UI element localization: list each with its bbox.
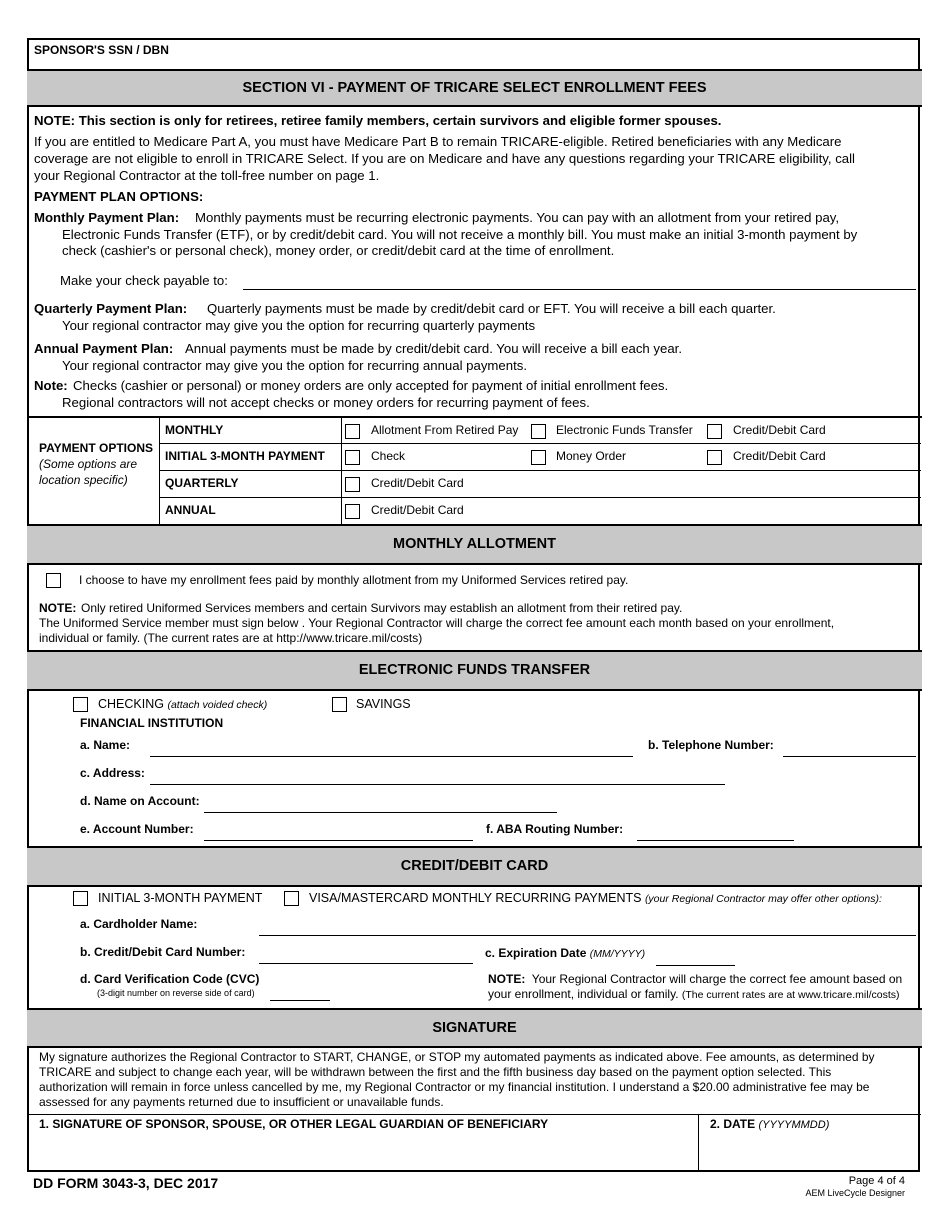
quarterly-card-option: Credit/Debit Card (371, 476, 464, 490)
card-initial-checkbox[interactable] (73, 891, 88, 906)
monthly-plan-label: Monthly Payment Plan: (34, 210, 180, 225)
cvc-input[interactable] (270, 1000, 330, 1001)
signature-text-1: My signature authorizes the Regional Contractor to START, CHANGE, or STOP my automated payments as indicated above. Fee amounts, as determined by (39, 1050, 875, 1064)
monthly-plan-text-2: Electronic Funds Transfer (ETF), or by credit/debit card. You will not receive a monthly bill. You must make an initial 3-month payment by (62, 227, 858, 242)
designer-label: AEM LiveCycle Designer (805, 1188, 905, 1198)
card-note-text-2: your enrollment, individual or family. (488, 987, 679, 1001)
annual-card-option: Credit/Debit Card (371, 503, 464, 517)
initial-card-checkbox[interactable] (707, 450, 722, 465)
eft-aba-label: f. ABA Routing Number: (486, 822, 624, 836)
medicare-text-2: coverage are not eligible to enroll in TRICARE Select. If you are on Medicare and have any questions regarding your TRICARE eligibility, call (34, 151, 855, 166)
signature-date-divider (698, 1115, 699, 1172)
check-payable-input[interactable] (243, 289, 916, 290)
quarterly-card-checkbox[interactable] (345, 477, 360, 492)
expiration-format: (MM/YYYY) (589, 948, 646, 960)
cardholder-input[interactable] (259, 935, 916, 936)
eft-account-number-input[interactable] (204, 840, 473, 841)
card-recurring-note: (your Regional Contractor may offer other options): (644, 893, 882, 905)
row-quarterly-label: QUARTERLY (165, 476, 239, 490)
signature-header: SIGNATURE (27, 1008, 922, 1048)
cardholder-label: a. Cardholder Name: (80, 917, 198, 931)
card-recurring-checkbox[interactable] (284, 891, 299, 906)
check-option: Check (371, 449, 406, 463)
monthly-plan-text-3: check (cashier's or personal check), money order, or credit/debit card at the time of enrollment. (62, 243, 615, 258)
eft-checkbox[interactable] (531, 424, 546, 439)
row-initial-label: INITIAL 3-MONTH PAYMENT (165, 449, 325, 463)
card-note-text-1: Your Regional Contractor will charge the correct fee amount based on (531, 972, 903, 986)
payment-plan-options-heading: PAYMENT PLAN OPTIONS: (34, 189, 204, 204)
section-vi-header: SECTION VI - PAYMENT OF TRICARE SELECT ENROLLMENT FEES (27, 69, 922, 107)
table-top-border (27, 416, 922, 418)
expiration-label (485, 946, 645, 960)
note2-text-1: Checks (cashier or personal) or money orders are only accepted for payment of initial enrollment fees. (73, 378, 669, 393)
checking-label (98, 697, 267, 711)
savings-label: SAVINGS (356, 697, 411, 711)
signature-text-3: authorization will remain in force unless cancelled by me, my Regional Contractor or my financial institution. I understand a $20.00 administrative fee may be (39, 1080, 870, 1094)
card-note-line-1 (488, 972, 902, 986)
payment-options-italic: (Some options are location specific) (39, 457, 138, 487)
monthly-allotment-header: MONTHLY ALLOTMENT (27, 524, 922, 565)
allotment-choose-checkbox[interactable] (46, 573, 61, 588)
eft-account-name-input[interactable] (204, 812, 557, 813)
card-recurring-text: VISA/MASTERCARD MONTHLY RECURRING PAYMENTS (309, 891, 642, 905)
check-checkbox[interactable] (345, 450, 360, 465)
medicare-text-3: your Regional Contractor at the toll-free number on page 1. (34, 168, 380, 183)
medicare-text-1: If you are entitled to Medicare Part A, you must have Medicare Part B to remain TRICARE-eligible. Retired beneficiaries with any Medicare (34, 134, 842, 149)
eft-account-number-label: e. Account Number: (80, 822, 194, 836)
payment-options-bold: PAYMENT OPTIONS (39, 441, 154, 455)
eft-account-name-label: d. Name on Account: (80, 794, 200, 808)
eft-aba-input[interactable] (637, 840, 794, 841)
allotment-option: Allotment From Retired Pay (371, 423, 519, 437)
payment-options-label (39, 440, 154, 488)
money-order-checkbox[interactable] (531, 450, 546, 465)
monthly-card-checkbox[interactable] (707, 424, 722, 439)
eft-address-input[interactable] (150, 784, 725, 785)
eft-telephone-input[interactable] (783, 756, 916, 757)
financial-institution-heading: FINANCIAL INSTITUTION (80, 716, 224, 730)
savings-checkbox[interactable] (332, 697, 347, 712)
note2-text-2: Regional contractors will not accept checks or money orders for recurring payment of fees. (62, 395, 590, 410)
monthly-plan-text-1: Monthly payments must be recurring electronic payments. You can pay with an allotment from your retired pay, (195, 210, 840, 225)
date-label (710, 1117, 829, 1131)
expiration-input[interactable] (656, 965, 735, 966)
initial-card-option: Credit/Debit Card (733, 449, 826, 463)
page-number: Page 4 of 4 (848, 1175, 905, 1187)
card-initial-label: INITIAL 3-MONTH PAYMENT (98, 891, 263, 905)
note2-label: Note: (34, 378, 68, 393)
allotment-note-label: NOTE: (39, 601, 77, 615)
eft-name-input[interactable] (150, 756, 633, 757)
signature-box-top (28, 1114, 921, 1115)
table-row-line-3 (160, 497, 921, 498)
card-note-line-2 (488, 987, 900, 1001)
quarterly-plan-text-2: Your regional contractor may give you the option for recurring quarterly payments (62, 318, 536, 333)
form-id: DD FORM 3043-3, DEC 2017 (33, 1175, 219, 1191)
table-row-line-2 (160, 470, 921, 471)
section-note: NOTE: This section is only for retirees, retiree family members, certain survivors and eligible former spouses. (34, 113, 722, 128)
date-format: (YYYYMMDD) (758, 1119, 830, 1131)
monthly-card-option: Credit/Debit Card (733, 423, 826, 437)
cvc-label: d. Card Verification Code (CVC) (80, 972, 260, 986)
annual-card-checkbox[interactable] (345, 504, 360, 519)
allotment-note-3: individual or family. (The current rates are at http://www.tricare.mil/costs) (39, 631, 423, 645)
sponsor-ssn-input[interactable] (200, 40, 916, 68)
card-recurring-label (309, 891, 882, 905)
row-annual-label: ANNUAL (165, 503, 216, 517)
eft-telephone-label: b. Telephone Number: (648, 738, 774, 752)
date-field[interactable] (700, 1133, 920, 1171)
table-row-line-1 (160, 443, 921, 444)
check-payable-label: Make your check payable to: (60, 273, 228, 288)
date-text: 2. DATE (710, 1117, 756, 1131)
money-order-option: Money Order (556, 449, 627, 463)
cvc-note: (3-digit number on reverse side of card) (97, 988, 255, 998)
allotment-checkbox[interactable] (345, 424, 360, 439)
card-note-text-3: (The current rates are at www.tricare.mil/costs) (681, 989, 900, 1001)
checking-text: CHECKING (98, 697, 164, 711)
card-header: CREDIT/DEBIT CARD (27, 846, 922, 887)
signature-text-4: assessed for any payments returned due to insufficient or unavailable funds. (39, 1095, 444, 1109)
signature-field-label: 1. SIGNATURE OF SPONSOR, SPOUSE, OR OTHER LEGAL GUARDIAN OF BENEFICIARY (39, 1117, 549, 1131)
quarterly-plan-label: Quarterly Payment Plan: (34, 301, 188, 316)
allotment-note-1: Only retired Uniformed Services members and certain Survivors may establish an allotment from their retired pay. (81, 601, 683, 615)
card-number-input[interactable] (259, 963, 473, 964)
quarterly-plan-text-1: Quarterly payments must be made by credit/debit card or EFT. You will receive a bill each quarter. (207, 301, 776, 316)
signature-text-2: TRICARE and subject to change each year, will be withdrawn between the first and the fifth business day based on the payment option selected. This (39, 1065, 832, 1079)
allotment-note-2: The Uniformed Service member must sign below . Your Regional Contractor will charge the correct fee amount each month based on your enrollment, (39, 616, 835, 630)
sponsor-ssn-label: SPONSOR'S SSN / DBN (34, 43, 169, 57)
checking-checkbox[interactable] (73, 697, 88, 712)
expiration-text: c. Expiration Date (485, 946, 587, 960)
eft-address-label: c. Address: (80, 766, 145, 780)
eft-name-label: a. Name: (80, 738, 131, 752)
checking-note: (attach voided check) (167, 699, 268, 711)
card-number-label: b. Credit/Debit Card Number: (80, 945, 246, 959)
card-note-label: NOTE: (488, 972, 526, 986)
eft-option: Electronic Funds Transfer (556, 423, 693, 437)
annual-plan-text-1: Annual payments must be made by credit/debit card. You will receive a bill each year. (185, 341, 683, 356)
eft-header: ELECTRONIC FUNDS TRANSFER (27, 650, 922, 691)
signature-field[interactable] (29, 1133, 697, 1171)
annual-plan-label: Annual Payment Plan: (34, 341, 174, 356)
row-monthly-label: MONTHLY (165, 423, 224, 437)
annual-plan-text-2: Your regional contractor may give you the option for recurring annual payments. (62, 358, 527, 373)
allotment-choose-text: I choose to have my enrollment fees paid by monthly allotment from my Uniformed Services retired pay. (79, 573, 629, 587)
